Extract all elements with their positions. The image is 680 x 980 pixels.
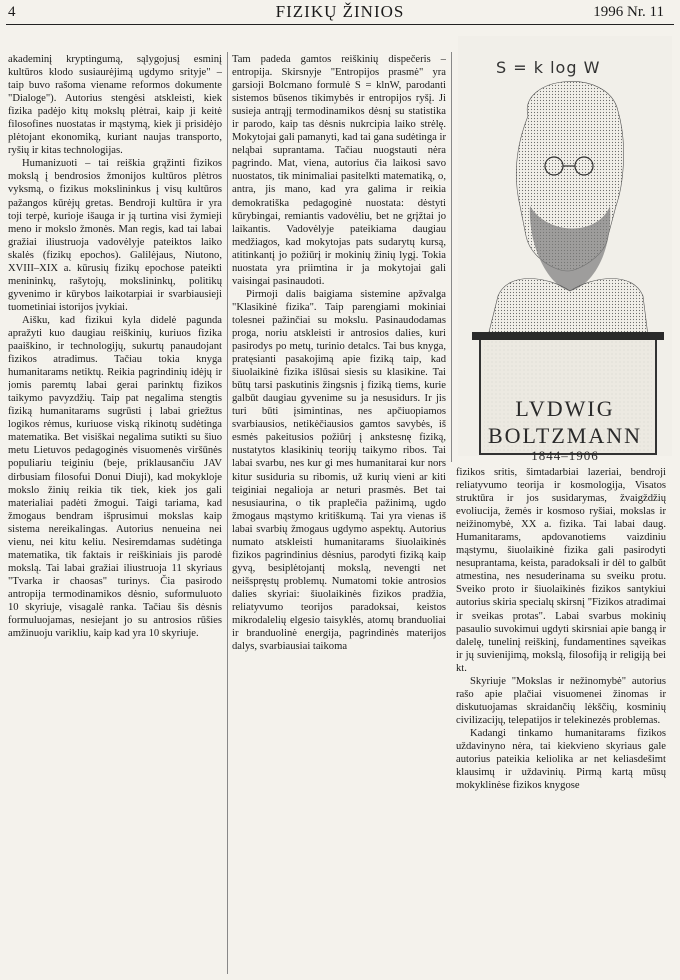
column-2-paragraph: Tam padeda gamtos reiškinių dispečeris – entropija. Skirsnyje "Entropijos prasmė" yra garsioji Bolcmano formulė S = klnW, parodanti sistemos būsenos tikimybės ir entropijos ryšį. Ji susieja antrąjį termodinamikos dėsnį su statistika ir parodo, kaip tas dėsnis nukrcipia laiko strėlę. Mokytojai gali pamanyti, kad tai gana sudėtinga ir neląbai suprantama. Tačiau nuogstauti nėra pagrindo. Mat, viena, autorius čia laikosi savo nuostatos, tik minimaliai pasitelkti matematiką, o, antra, jis mano, kad yra galima ir reikia demokratiška pedagoginė nuostata: dėstyti kūrybingai, remiantis vadovėliu, bet ne grįžtai jo laikantis. Vadovėlyje pateikiama daugiau medžiagos, kad mokytojas pats sudarytų kursą, atitinkantį jo požiūrį ir mokinių žinių lygį. Tokia nuostata yra priimtina ir ja mokytojai gali vaisingai pasinaudoti. [232,54,446,287]
entropy-formula: S = k log W [496,58,601,77]
column-3-paragraph: fizikos sritis, šimtadarbiai lazeriai, bendroji reliatyvumo teorija ir kosmologija, Visatos struktūra ir jos susidarymas, žvaigždžių evoliucija, žemės ir kosmoso ryšiai, mokslas ir neižinomybė, XX a. fizika. Tai labai daug. Humanitarams, apdovanotiems vaizdiniu mąstymu, šiuolaikinė fizika gali pasirodyti nesuprantama, keista, paradoksali ir dėl to galbūt atmestina, nes nesuderinama su sveiku protu. Sveiko proto ir šiuolaikinės fizikos santykiui autorius skiria specialų skirsnį "Fizikos atradimai ir sveikas protas". Labai svarbus mokinių pasaulio suvokimui ugdyti skirsniai apie bangą ir dalelę, tunelinį reiškinį, fundamentines sąveikas ir jų suvienijimą, mokslą, filosofiją ir religiją bei kt. [456,467,666,674]
issue-label: 1996 Nr. 11 [593,4,664,20]
bust-illustration [458,36,672,456]
column-1-paragraph: akademinį kryptingumą, sąlygojusį esminį kultūros klodo susiaurėjimą ugdymo srityje" – taip buvo rašoma viename reformos dokumente "Dialoge"). Autorius stengėsi atskleisti, kiek fizika padėjo kitų mokslų plėtrai, kaip ji keitė filosofines nuostatas ir mąstymą, kiek ji prisidėjo plėtojant ekonomiką, kuriant naujas transporto, ryšių ir kitas technologijas. [8,54,222,157]
header-rule [6,24,674,25]
journal-title: FIZIKŲ ŽINIOS [275,2,405,21]
boltzmann-bust-photo [458,36,672,463]
plinth-first-name: LVDWIG [515,396,615,421]
column-3-paragraph: Skyriuje "Mokslas ir nežinomybė" autorius rašo apie plačiai visuomenei žinomas ir diskutuojamas skraidančių lėkščių, kosminių civilizacijų, telepatijos ir telekinezės problemas. [456,675,666,726]
page-number: 4 [8,4,16,20]
article-column-3 [456,466,666,976]
plinth-years: 1844–1906 [531,448,599,463]
column-1-paragraph: Aišku, kad fizikui kyla didelė pagunda apražyti kuo daugiau reiškinių, kuriuos fizika paaiškino, ir technologijų, sukurtų panaudojant fizikos atradimus. Tačiau tokia knyga humanitarams netiktų. Reikia pagrindinių idėjų ir jomis paremtų labai gerai parinktų fizikos taikymo pavyzdžių. Taip pat negalima stengtis fiziką humanitarams sugrūsti į labai griežtus logikos rėmus, kuriuose viską rikinotų sudėtinga matematika. Bet visiškai negalima sutikti su šiuo metu Lietuvos pedagoginės visuomenės viršūnės populiariu teiginiu (beje, priklausančiu JAV dirbusiam filosofui Donui Diuji), kad mokykloje mokslo žinių reikia tik tiek, kiek jos gali materialiai padėti žmogui. Taigi tariama, kad žmogaus bendram išprusimui mokslas kaip sistema nereikalingas. Autorius nenueina nei vienu, nei kitu keliu. Nesiremdamas sudėtinga matematika, tik faktais ir reiškiniais jis parodė mokslą. Tai labai gražiai iliustruoja 11 skyriaus "Tvarka ir chaosas" turinys. Čia pasirodo antropija termodinamikos dėsnio, suformuluoto 10 skyriuje, visagalė ranka. Tačiau šis dėsnis formuluojamas, nesiejant jo su antrosios rūšies amžinuoju varikliu, kaip kad yra 10 skyriuje. [8,314,222,640]
column-divider [227,52,228,974]
article-column-1 [8,53,222,973]
plinth-surname: BOLTZMANN [487,423,643,448]
page-header [0,0,680,26]
column-1-paragraph: Humanizuoti – tai reiškia grąžinti fizikos mokslą į bendrosios žmonijos kultūros plėtros vyksmą, o fizikus mokslininkus į visų kultūros pažangos kūrėjų gretas. Bendroji kultūra ir yra toji terpė, kurioje išauga ir ją turtina visi žymieji meno ir mokslo žmonės. Man regis, kad tai labai gražiai iliustruoja vadovėlyje pateiktos laiko skalės (fizikų epochos). Galilėjaus, Niutono, XVIII–XIX a. kūrusių fizikų epochose pateikti menininkų, rašytojų, mokslininkų, politikų gyvenimo ir kūrybos laikotarpiai ir svarbiausieji tuometiniai istorijos įvykiai. [8,158,222,313]
article-column-2 [232,53,446,973]
column-3-paragraph: Kadangi tinkamo humanitarams fizikos uždavinyno nėra, tai kiekvieno skyriaus gale autorius pateikia keliolika ar net keliasdešimt klausimų ir uždavinių. Pirmą kartą mūsų mokyklinėse fizikos knygose [456,727,666,792]
column-divider [451,52,452,462]
column-2-paragraph: Pirmoji dalis baigiama sistemine apžvalga "Klasikinė fizika". Taip parengiami mokiniai tolesnei pažinčiai su mokslu. Pasinaudodamas proga, noriu atskleisti ir antrosios dalies, kuri pasirodys po metų, turinio detalcs. Tai bus knyga, pratęsianti pasakojimą apie fiziką taip, kad šiuolaikinė fizika išlūsai siesis su klasikine. Tai būtų tarsi paskutinis žingsnis į fiziką tiems, kurie galbūt daugiau gyvenime su ja nesusidurs. Ir jis turi būti įsimintinas, nes apčiuopiamos svarbiausios, netikėčiausios gamtos savybės, iš esmės pakeitusios požiūrį į ankstesnę fiziką, nustatytos klasikinių teorijų taikymo ribos. Tai labai svarbu, nes kur gi mes humanitarai kur nors kitur susiduria su ribomis, už kurių vieni ar kiti teiginiai negalioja ar neturi prasmės. Bet tai nesusiaurina, o tik praplečia pažinimą, ugdo žmogaus mąstymo kritiškumą. Tai yra vienas iš labai svarbių žmogaus ugdymo aspektų. Autorius numato atskleisti humanitarams šiuolaikinės fizikos pagrindinius dėsnius, parodyti fiziką kaip gyvą, besiplėtojantį mokslą, nevengti net neišspręstų problemų. Numatomi tokie antrosios dalies skyriai: šiuolaikinės fizikos pradžia, reliatyvumo teorijos paradoksai, keistos mikrodalelių elgesio taisyklės, atomų branduoliai ir branduolinė energija, pagrindinės materijos dalys, svarbiausiai taikoma [232,288,446,653]
